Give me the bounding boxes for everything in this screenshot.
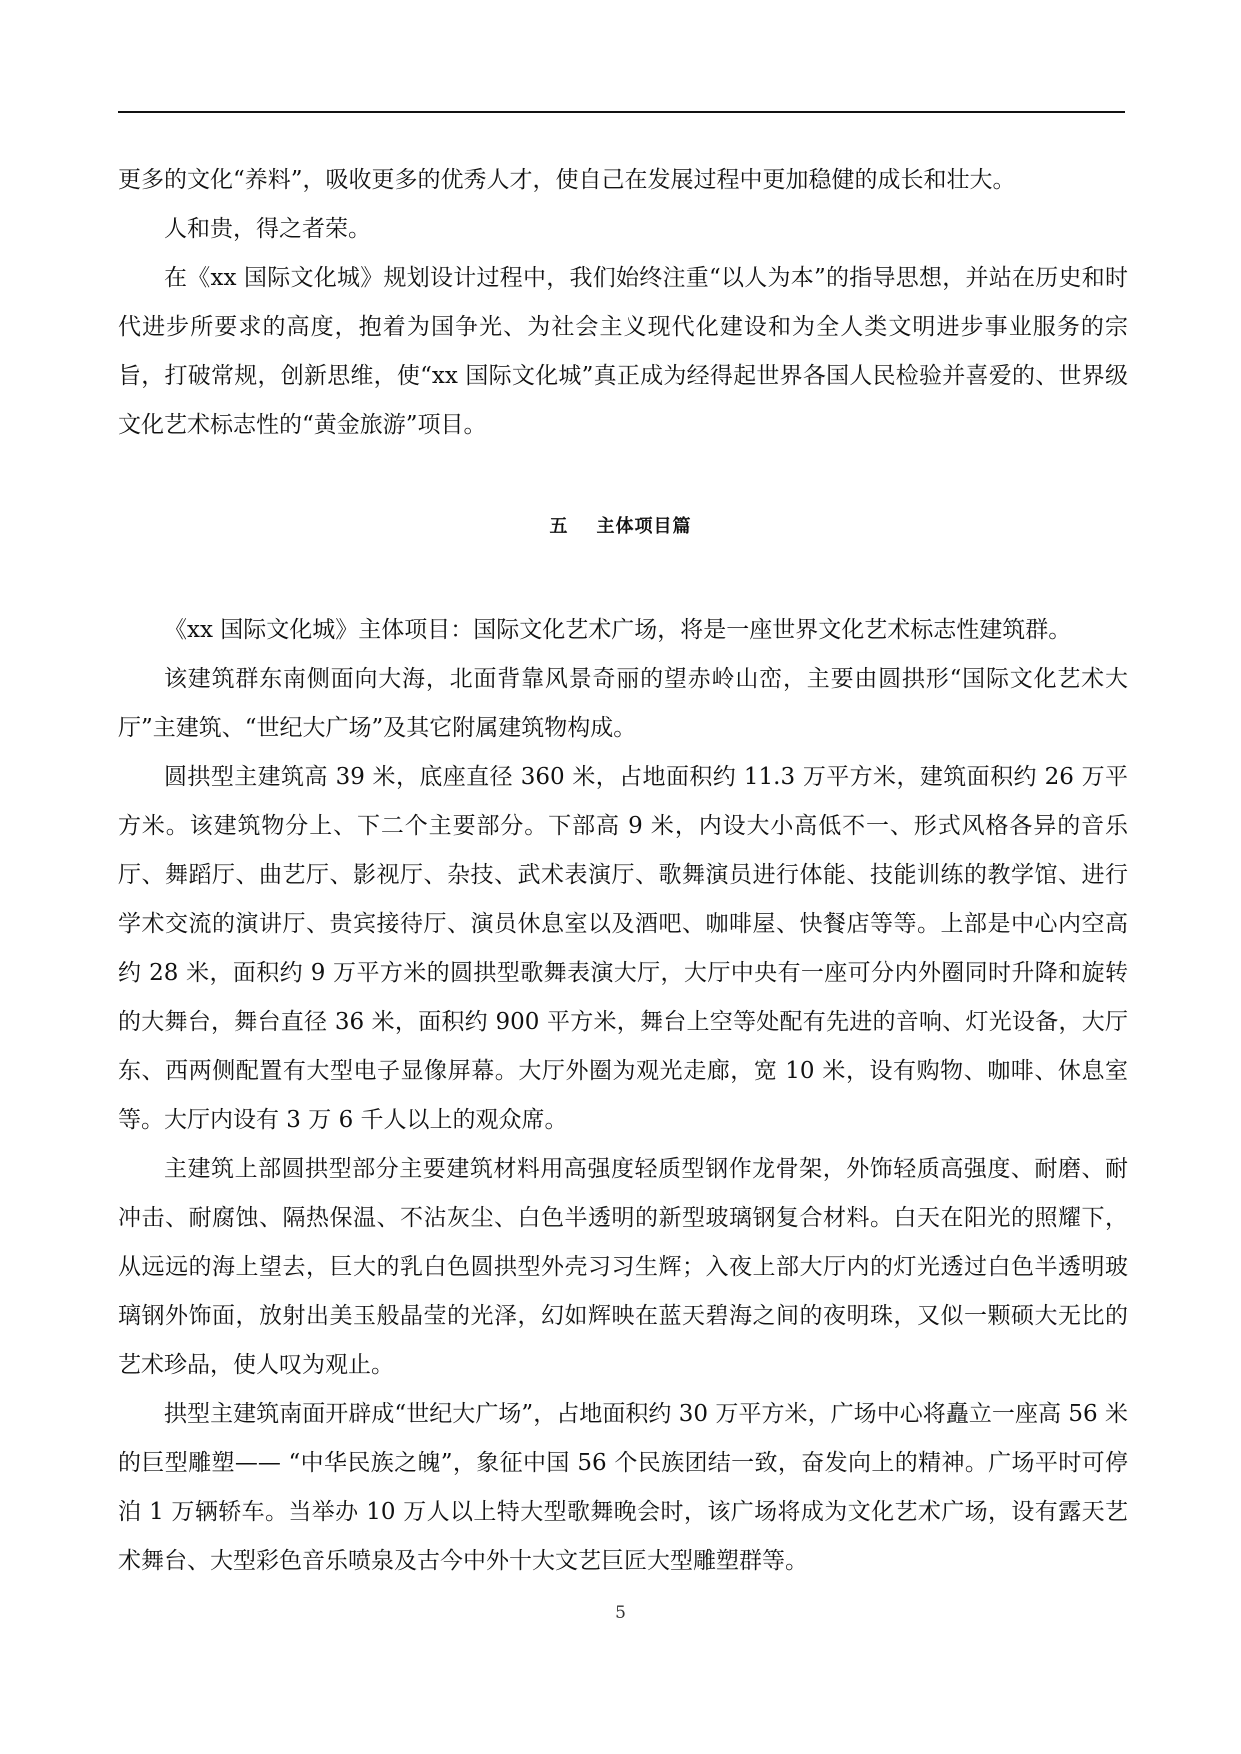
paragraph-materials: 主建筑上部圆拱型部分主要建筑材料用高强度轻质型钢作龙骨架，外饰轻质高强度、耐磨、耐冲击、耐腐蚀、隔热保温、不沾灰尘、白色半透明的新型玻璃钢复合材料。白天在阳光的照耀下，从远远的海上望去，巨大的乳白色圆拱型外壳习习生辉；入夜上部大厅内的灯光透过白色半透明玻璃钢外饰面，放射出美玉般晶莹的光泽，幻如辉映在蓝天碧海之间的夜明珠，又似一颗硕大无比的艺术珍品，使人叹为观止。 [118,1156,1128,1378]
paragraph-main-project: 《xx 国际文化城》主体项目：国际文化艺术广场，将是一座世界文化艺术标志性建筑群。 [164,617,1072,643]
page-number: 5 [615,1603,626,1623]
paragraph-century-plaza: 拱型主建筑南面开辟成“世纪大广场”，占地面积约 30 万平方米，广场中心将矗立一座高 56 米的巨型雕塑—— “中华民族之魄”，象征中国 56 个民族团结一致，奋发向上的精神。广场平时可停泊 1 万辆轿车。当举办 10 万人以上特大型歌舞晚会时，该广场将成为文化艺术广场，设有露天艺术舞台、大型彩色音乐喷泉及古今中外十大文艺巨匠大型雕塑群等。 [118,1401,1128,1574]
paragraph-building-group: 该建筑群东南侧面向大海，北面背靠风景奇丽的望赤岭山峦，主要由圆拱形“国际文化艺术大厅”主建筑、“世纪大广场”及其它附属建筑物构成。 [118,666,1128,741]
section-heading [0,512,1241,538]
section-title-text: 主体项目篇 [596,516,692,537]
paragraph-continuation: 更多的文化“养料”，吸收更多的优秀人才，使自己在发展过程中更加稳健的成长和壮大。 [118,167,1016,193]
section-number: 五 [549,516,569,537]
paragraph-planning: 在《xx 国际文化城》规划设计过程中，我们始终注重“以人为本”的指导思想，并站在历史和时代进步所要求的高度，抱着为国争光、为社会主义现代化建设和为全人类文明进步事业服务的宗旨，打破常规，创新思维，使“xx 国际文化城”真正成为经得起世界各国人民检验并喜爱的、世界级文化艺术标志性的“黄金旅游”项目。 [118,265,1128,438]
paragraph-main-building: 圆拱型主建筑高 39 米，底座直径 360 米，占地面积约 11.3 万平方米，建筑面积约 26 万平方米。该建筑物分上、下二个主要部分。下部高 9 米，内设大小高低不一、形式风格各异的音乐厅、舞蹈厅、曲艺厅、影视厅、杂技、武术表演厅、歌舞演员进行体能、技能训练的教学馆、进行学术交流的演讲厅、贵宾接待厅、演员休息室以及酒吧、咖啡屋、快餐店等等。上部是中心内空高约 28 米，面积约 9 万平方米的圆拱型歌舞表演大厅，大厅中央有一座可分内外圈同时升降和旋转的大舞台，舞台直径 36 米，面积约 900 平方米，舞台上空等处配有先进的音响、灯光设备，大厅东、西两侧配置有大型电子显像屏幕。大厅外圈为观光走廊，宽 10 米，设有购物、咖啡、休息室等。大厅内设有 3 万 6 千人以上的观众席。 [118,764,1128,1133]
header-rule [118,111,1125,113]
top-text-block [118,156,1128,450]
paragraph-motto: 人和贵，得之者荣。 [164,216,371,242]
main-text-block [118,606,1128,1586]
